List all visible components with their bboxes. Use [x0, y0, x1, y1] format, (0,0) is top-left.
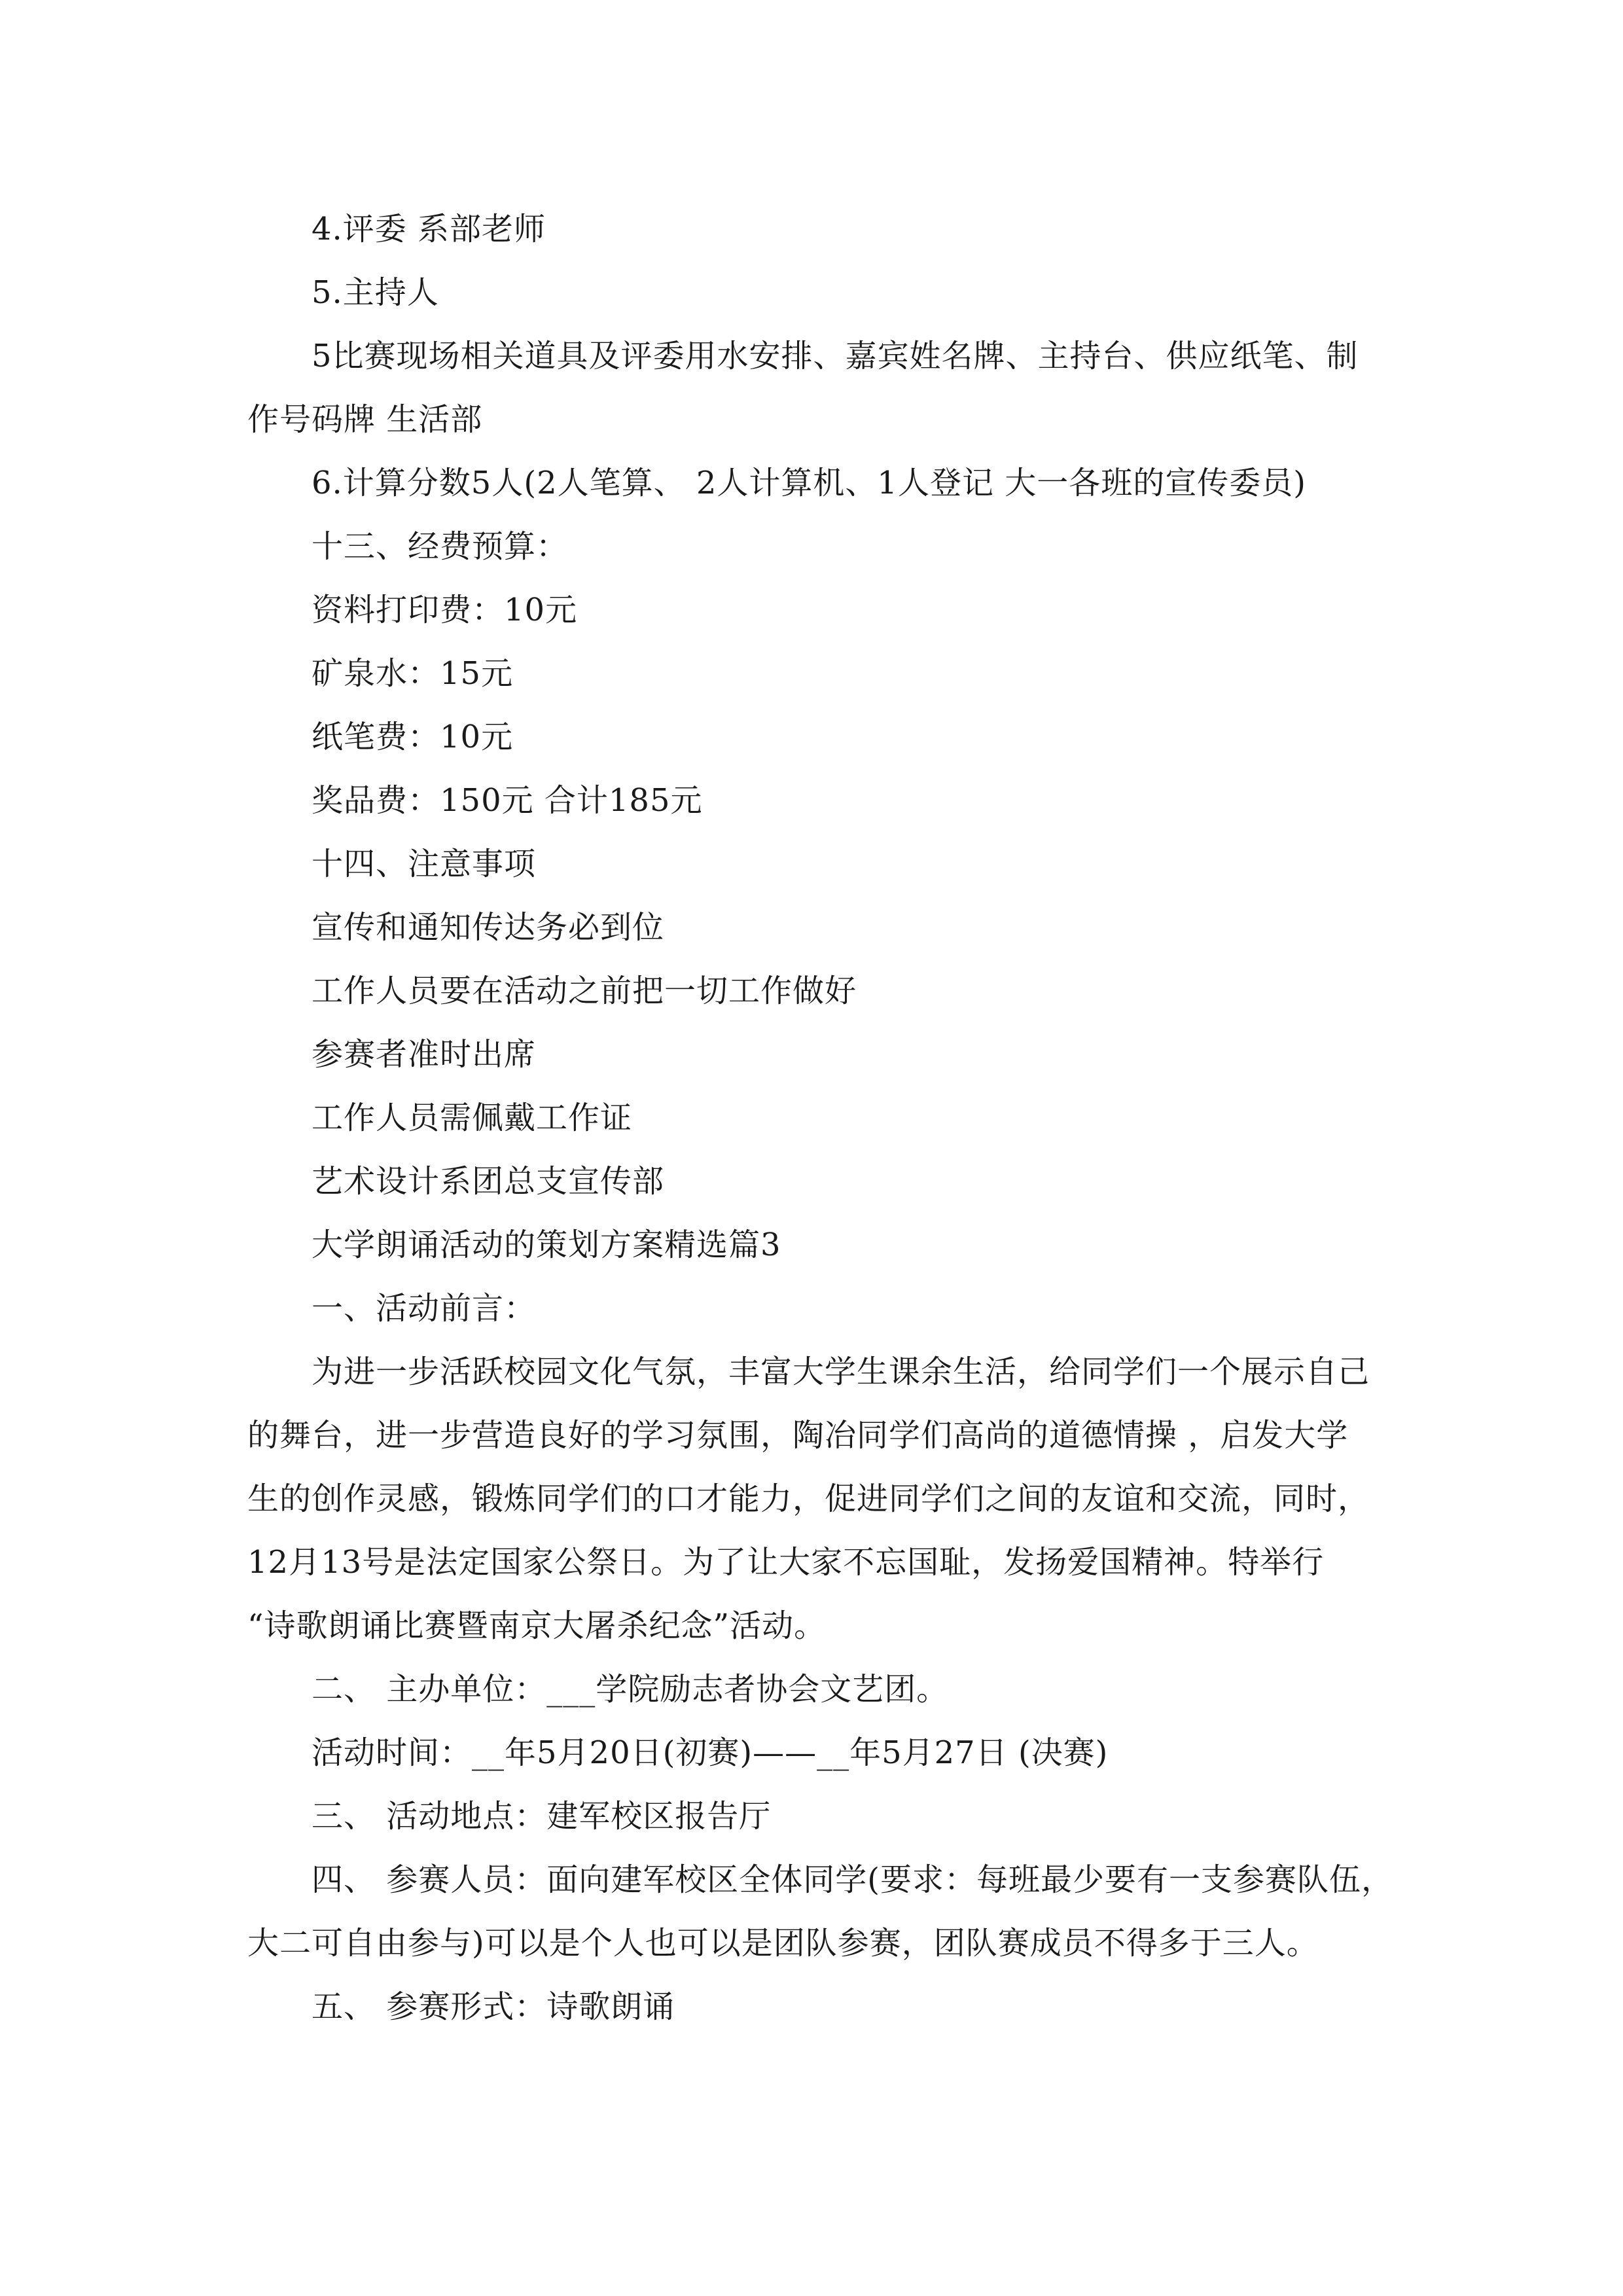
text-line: 资料打印费：10元: [312, 592, 578, 628]
text-line: 艺术设计系团总支宣传部: [312, 1163, 665, 1200]
text-line: 4.评委 系部老师: [312, 211, 546, 247]
text-line: 作号码牌 生活部: [247, 401, 483, 438]
text-line: 为进一步活跃校园文化气氛，丰富大学生课余生活，给同学们一个展示自己: [312, 1354, 1370, 1390]
text-line: 宣传和通知传达务必到位: [312, 909, 665, 946]
section-heading: 十三、经费预算：: [312, 528, 569, 565]
section-heading: 五、 参赛形式：诗歌朗诵: [312, 1988, 675, 2025]
text-line: 奖品费：150元 合计185元: [312, 782, 703, 819]
text-line: 工作人员需佩戴工作证: [312, 1100, 633, 1136]
text-line: “诗歌朗诵比赛暨南京大屠杀纪念”活动。: [247, 1607, 827, 1644]
section-heading: 三、 活动地点：建军校区报告厅: [312, 1798, 772, 1835]
section-heading: 一、活动前言：: [312, 1290, 537, 1327]
text-line: 5.主持人: [312, 274, 439, 311]
text-line: 纸笔费：10元: [312, 719, 514, 755]
text-line: 工作人员要在活动之前把一切工作做好: [312, 973, 857, 1009]
text-line: 5比赛现场相关道具及评委用水安排、嘉宾姓名牌、主持台、供应纸笔、制: [312, 338, 1359, 374]
text-line: 大二可自由参与)可以是个人也可以是团队参赛，团队赛成员不得多于三人。: [247, 1925, 1319, 1962]
section-heading: 十四、注意事项: [312, 846, 537, 882]
section-heading: 四、 参赛人员：面向建军校区全体同学(要求：每班最少要有一支参赛队伍，: [312, 1861, 1393, 1898]
text-line: 6.计算分数5人(2人笔算、 2人计算机、1人登记 大一各班的宣传委员): [312, 465, 1306, 501]
text-line: 12月13号是法定国家公祭日。为了让大家不忘国耻，发扬爱国精神。特举行: [247, 1544, 1325, 1581]
text-line: 参赛者准时出席: [312, 1036, 537, 1073]
text-line: 生的创作灵感，锻炼同学们的口才能力，促进同学们之间的友谊和交流，同时，: [247, 1480, 1370, 1517]
text-line: 矿泉水：15元: [312, 655, 514, 692]
text-line: 的舞台，进一步营造良好的学习氛围，陶冶同学们高尚的道德情操 ，启发大学: [247, 1417, 1349, 1454]
section-heading: 二、 主办单位：___学院励志者协会文艺团。: [312, 1671, 949, 1708]
article-title: 大学朗诵活动的策划方案精选篇3: [312, 1227, 781, 1263]
text-line: 活动时间：__年5月20日(初赛)——__年5月27日 (决赛): [312, 1734, 1109, 1771]
